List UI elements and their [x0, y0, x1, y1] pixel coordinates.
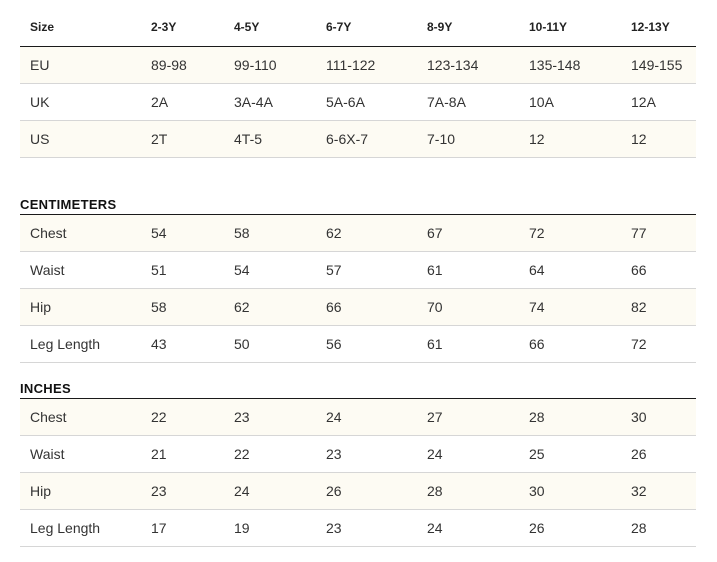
- table-cell: 22: [224, 436, 316, 473]
- table-cell: 67: [417, 215, 519, 252]
- in-row-waist: [20, 436, 696, 473]
- table-cell: 89-98: [141, 47, 224, 84]
- table-cell: 24: [417, 436, 519, 473]
- size-header-cell: 4-5Y: [224, 8, 316, 47]
- table-cell: 72: [621, 326, 696, 363]
- table-cell: 12A: [621, 84, 696, 121]
- table-cell: 23: [316, 510, 417, 547]
- table-cell: 62: [316, 215, 417, 252]
- table-cell: 6-6X-7: [316, 121, 417, 158]
- table-cell: 24: [316, 399, 417, 436]
- table-cell: 28: [621, 510, 696, 547]
- row-label: US: [20, 121, 141, 158]
- table-cell: 25: [519, 436, 621, 473]
- table-cell: 19: [224, 510, 316, 547]
- table-cell: 58: [224, 215, 316, 252]
- table-cell: 28: [519, 399, 621, 436]
- row-label: Leg Length: [20, 510, 141, 547]
- table-cell: 26: [621, 436, 696, 473]
- table-cell: 56: [316, 326, 417, 363]
- table-cell: 30: [519, 473, 621, 510]
- row-label: Leg Length: [20, 326, 141, 363]
- table-cell: 2A: [141, 84, 224, 121]
- table-cell: 7-10: [417, 121, 519, 158]
- cm-row-waist: [20, 252, 696, 289]
- table-cell: 54: [224, 252, 316, 289]
- table-cell: 23: [316, 436, 417, 473]
- table-cell: 66: [621, 252, 696, 289]
- table-cell: 74: [519, 289, 621, 326]
- table-cell: 4T-5: [224, 121, 316, 158]
- centimeters-heading: CENTIMETERS: [20, 197, 117, 212]
- size-header-cell: 12-13Y: [621, 8, 696, 47]
- row-label: Waist: [20, 252, 141, 289]
- size-row-us: [20, 121, 696, 158]
- size-conversion-table: [20, 8, 696, 158]
- table-cell: 12: [621, 121, 696, 158]
- row-label: UK: [20, 84, 141, 121]
- row-label: Hip: [20, 289, 141, 326]
- table-cell: 58: [141, 289, 224, 326]
- size-row-eu: [20, 47, 696, 84]
- in-row-hip: [20, 473, 696, 510]
- inches-heading: INCHES: [20, 381, 71, 396]
- table-cell: 17: [141, 510, 224, 547]
- table-cell: 50: [224, 326, 316, 363]
- table-cell: 61: [417, 252, 519, 289]
- cm-row-leg-length: [20, 326, 696, 363]
- centimeters-table: [20, 214, 696, 363]
- table-cell: 62: [224, 289, 316, 326]
- size-header-cell: 10-11Y: [519, 8, 621, 47]
- table-cell: 72: [519, 215, 621, 252]
- table-cell: 77: [621, 215, 696, 252]
- table-cell: 57: [316, 252, 417, 289]
- table-cell: 149-155: [621, 47, 696, 84]
- table-cell: 66: [316, 289, 417, 326]
- size-row-uk: [20, 84, 696, 121]
- row-label: Hip: [20, 473, 141, 510]
- table-cell: 7A-8A: [417, 84, 519, 121]
- row-label: Waist: [20, 436, 141, 473]
- table-cell: 43: [141, 326, 224, 363]
- table-cell: 26: [519, 510, 621, 547]
- table-cell: 99-110: [224, 47, 316, 84]
- in-row-chest: [20, 399, 696, 436]
- table-cell: 24: [417, 510, 519, 547]
- size-header-cell: 8-9Y: [417, 8, 519, 47]
- in-row-leg-length: [20, 510, 696, 547]
- row-label: EU: [20, 47, 141, 84]
- table-cell: 26: [316, 473, 417, 510]
- table-cell: 123-134: [417, 47, 519, 84]
- table-cell: 111-122: [316, 47, 417, 84]
- table-cell: 30: [621, 399, 696, 436]
- table-cell: 135-148: [519, 47, 621, 84]
- table-cell: 2T: [141, 121, 224, 158]
- row-label: Chest: [20, 215, 141, 252]
- table-cell: 51: [141, 252, 224, 289]
- table-cell: 54: [141, 215, 224, 252]
- table-cell: 5A-6A: [316, 84, 417, 121]
- table-cell: 3A-4A: [224, 84, 316, 121]
- inches-table: [20, 398, 696, 547]
- table-cell: 27: [417, 399, 519, 436]
- table-cell: 61: [417, 326, 519, 363]
- size-header-cell: 2-3Y: [141, 8, 224, 47]
- size-header-label: Size: [20, 8, 141, 47]
- size-header-cell: 6-7Y: [316, 8, 417, 47]
- table-cell: 10A: [519, 84, 621, 121]
- table-cell: 22: [141, 399, 224, 436]
- table-cell: 66: [519, 326, 621, 363]
- cm-row-chest: [20, 215, 696, 252]
- table-cell: 24: [224, 473, 316, 510]
- cm-row-hip: [20, 289, 696, 326]
- table-cell: 32: [621, 473, 696, 510]
- size-guide: [20, 0, 696, 547]
- table-cell: 21: [141, 436, 224, 473]
- size-header-row: [20, 8, 696, 47]
- table-cell: 23: [141, 473, 224, 510]
- table-cell: 70: [417, 289, 519, 326]
- table-cell: 12: [519, 121, 621, 158]
- table-cell: 64: [519, 252, 621, 289]
- table-cell: 28: [417, 473, 519, 510]
- row-label: Chest: [20, 399, 141, 436]
- table-cell: 82: [621, 289, 696, 326]
- table-cell: 23: [224, 399, 316, 436]
